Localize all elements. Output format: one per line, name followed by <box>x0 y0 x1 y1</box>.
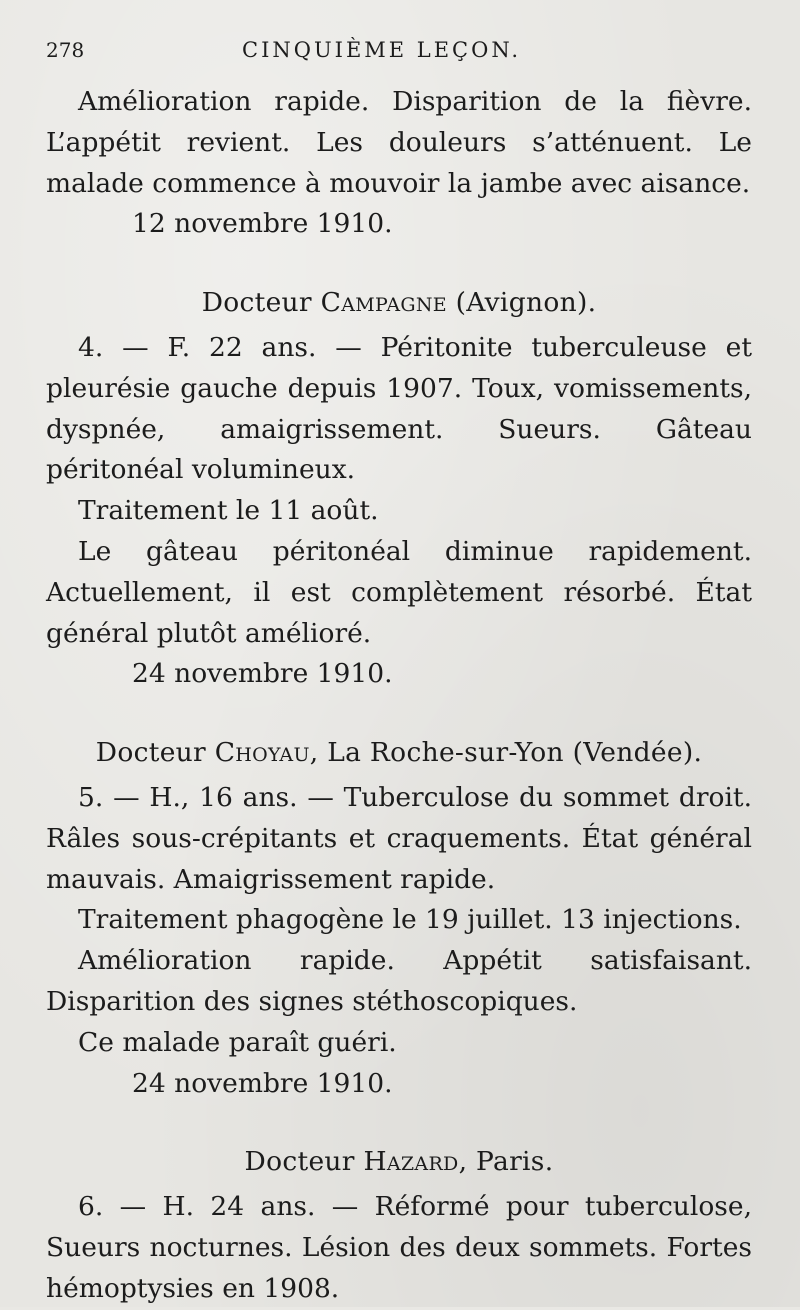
date-line: 12 novembre 1910. <box>132 208 393 240</box>
running-head <box>46 38 752 78</box>
paragraph: Traitement le 11 août. <box>78 495 379 527</box>
doctor-name: Choyau <box>214 737 310 769</box>
date-line: 24 novembre 1910. <box>132 1067 393 1099</box>
doctor-place: (Avignon). <box>446 287 597 319</box>
body-text <box>46 82 752 1310</box>
running-title: CINQUIÈME LEÇON. <box>242 38 522 62</box>
paragraph: Le gâteau péritonéal diminue rapidement. Actuellement, il est complètement résorbé. État général plutôt amélioré. <box>46 535 752 649</box>
case-paragraph: 4. — F. 22 ans. — Péritonite tuberculeuse et pleurésie gauche depuis 1907. Toux, vomissements, dyspnée, amaigrissement. Sueurs. Gâteau péritonéal volumineux. <box>46 331 752 486</box>
doctor-prefix: Docteur <box>244 1146 364 1178</box>
doctor-prefix: Docteur <box>95 737 215 769</box>
doctor-name: Campagne <box>320 287 447 319</box>
doctor-prefix: Docteur <box>201 287 321 319</box>
doctor-heading <box>46 283 752 324</box>
doctor-place: , Paris. <box>458 1146 554 1178</box>
paragraph: Amélioration rapide. Disparition de la fièvre. L’appétit revient. Les douleurs s’atténuent. Le malade commence à mouvoir la jambe avec aisance. <box>46 86 752 199</box>
doctor-heading <box>46 1142 752 1183</box>
case-paragraph: 6. — H. 24 ans. — Réformé pour tuberculose, Sueurs nocturnes. Lésion des deux sommets. Fortes hémoptysies en 1908. <box>46 1191 752 1304</box>
doctor-heading <box>46 733 752 774</box>
paragraph: Amélioration rapide. Appétit satisfaisant. Disparition des signes stéthoscopiques. <box>46 945 752 1017</box>
doctor-place: , La Roche-sur-Yon (Vendée). <box>309 737 703 769</box>
date-line: 24 novembre 1910. <box>132 658 393 690</box>
page-number: 278 <box>46 38 85 62</box>
case-paragraph: 5. — H., 16 ans. — Tuberculose du sommet droit. Râles sous-crépitants et craquements. État général mauvais. Amaigrissement rapide. <box>46 781 752 895</box>
paragraph: Ce malade paraît guéri. <box>78 1026 397 1058</box>
paragraph: Traitement phagogène le 19 juillet. 13 injections. <box>78 904 742 936</box>
doctor-name: Hazard <box>363 1146 459 1178</box>
